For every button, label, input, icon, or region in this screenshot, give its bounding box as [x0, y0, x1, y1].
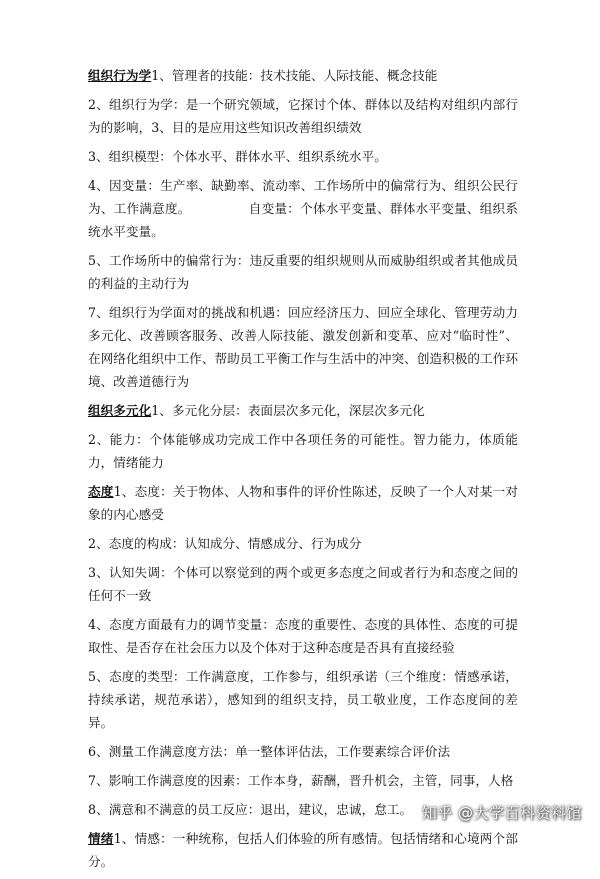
paragraph: 3、认知失调：个体可以察觉到的两个或更多态度之间或者行为和态度之间的任何不一致	[88, 565, 518, 603]
section-heading-attitude: 态度	[88, 484, 114, 499]
paragraph: 7、组织行为学面对的挑战和机遇：回应经济压力、回应全球化、管理劳动力多元化、改善顾客服务、改善人际技能、激发创新和变革、应对“临时性”、在网络化组织中工作、帮助员工平衡工作与生活中的冲突、创造积极的工作环境、改善道德行为	[88, 305, 518, 389]
paragraph: 2、组织行为学：是一个研究领域，它探讨个体、群体以及结构对组织内部行为的影响，3、目的是应用这些知识改善组织绩效	[88, 97, 518, 135]
section-heading-diversity: 组织多元化	[88, 403, 152, 418]
paragraph-text: 1、态度：关于物体、人物和事件的评价性陈述，反映了一个人对某一对象的内心感受	[88, 484, 518, 522]
paragraph	[88, 827, 518, 873]
paragraph: 5、工作场所中的偏常行为：违反重要的组织规则从而威胁组织或者其他成员的利益的主动行为	[88, 253, 518, 291]
paragraph: 4、态度方面最有力的调节变量：态度的重要性、态度的具体性、态度的可提取性、是否存在社会压力以及个体对于这种态度是否具有直接经验	[88, 617, 518, 655]
paragraph: 7、影响工作满意度的因素：工作本身，薪酬，晋升机会，主管，同事，人格	[88, 773, 514, 788]
paragraph: 3、组织模型：个体水平、群体水平、组织系统水平。	[88, 149, 387, 164]
paragraph-text: 1、情感：一种统称，包括人们体验的所有感情。包括情绪和心境两个部分。	[88, 831, 518, 869]
paragraph-text: 自变量：个体水平变量、群体水平变量、组织系统水平变量。	[88, 201, 518, 239]
section-heading-emotion: 情绪	[88, 831, 114, 846]
paragraph	[88, 174, 518, 243]
paragraph-text: 1、管理者的技能：技术技能、人际技能、概念技能	[151, 68, 438, 83]
paragraph	[88, 399, 518, 422]
watermark: 知乎 @大学百科资料馆	[421, 804, 582, 822]
paragraph-text: 4、因变量：生产率、缺勤率、流动率、工作场所中的偏常行为、组织公民行为、工作满意度。	[88, 178, 518, 216]
paragraph: 5、态度的类型：工作满意度，工作参与，组织承诺（三个维度：情感承诺，持续承诺，规范承诺），感知到的组织支持，员工敬业度，工作态度间的差异。	[88, 669, 518, 730]
paragraph	[88, 64, 518, 87]
paragraph: 2、态度的构成：认知成分、情感成分、行为成分	[88, 536, 362, 551]
paragraph: 8、满意和不满意的员工反应：退出，建议，忠诚，怠工。	[88, 802, 413, 817]
document-body	[88, 64, 518, 879]
paragraph: 6、测量工作满意度方法：单一整体评估法，工作要素综合评价法	[88, 744, 451, 759]
paragraph-text: 1、多元化分层：表面层次多元化，深层次多元化	[151, 403, 425, 418]
paragraph	[88, 480, 518, 526]
paragraph: 2、能力：个体能够成功完成工作中各项任务的可能性。智力能力，体质能力，情绪能力	[88, 432, 518, 470]
section-heading-org-behavior: 组织行为学	[88, 68, 152, 83]
